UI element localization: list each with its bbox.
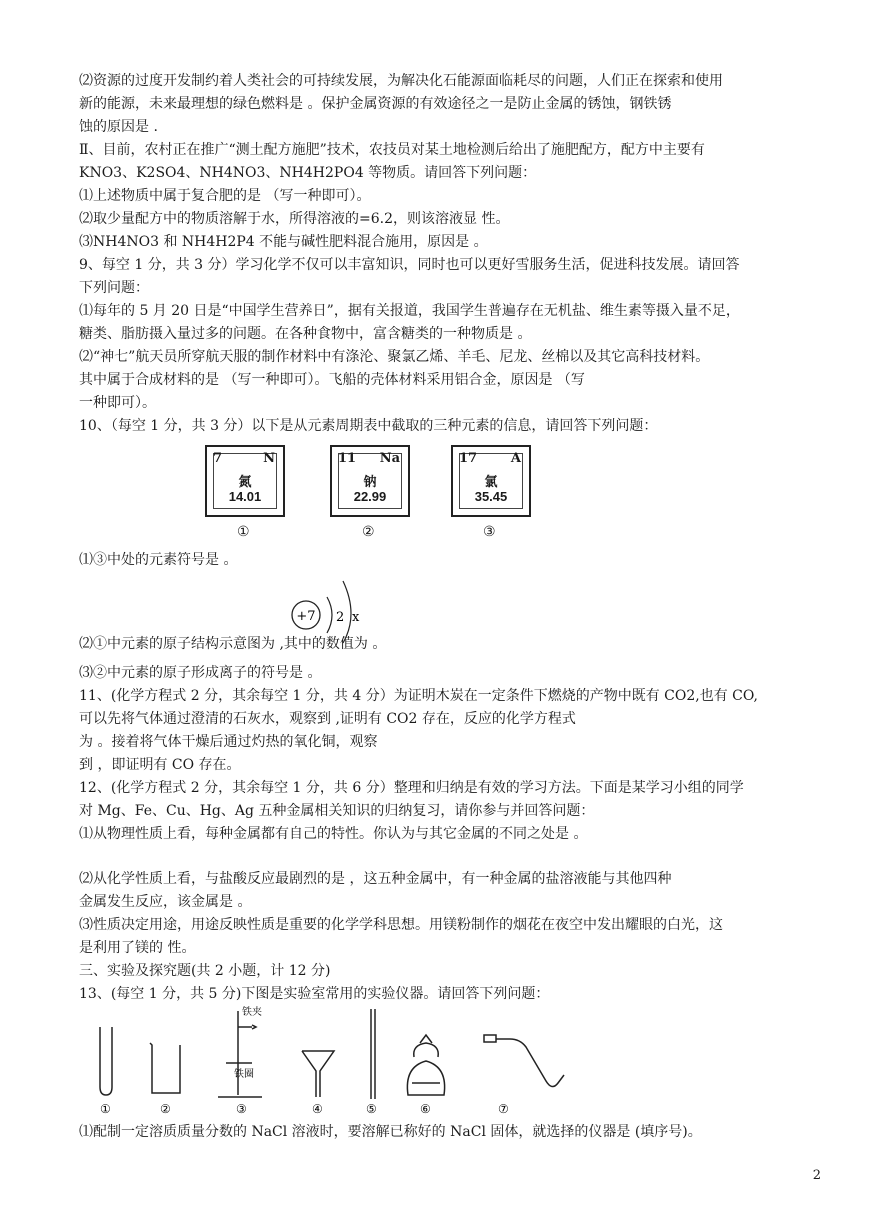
iron-stand-icon [218,1011,262,1097]
apparatus-label: ⑤ [366,1102,377,1115]
element-card-sodium [330,445,410,517]
element-label: ② [362,524,375,540]
text-line: 可以先将气体通过澄清的石灰水，观察到 ,证明有 CO2 存在，反应的化学方程式 [79,711,576,727]
section-heading: 三、实验及探究题(共 2 小题，计 12 分) [79,963,331,979]
element-name: 氮 [238,475,252,490]
atomic-structure-diagram [285,575,375,645]
atomic-mass: 22.99 [353,489,387,504]
glass-rod-icon [371,1009,375,1099]
text-line: ⑶NH4NO3 和 NH4H2P4 不能与碱性肥料混合施用，原因是 。 [79,234,488,250]
text-line: ⑶性质决定用途，用途反映性质是重要的化学学科思想。用镁粉制作的烟花在夜空中发出耀眼的白光，这 [79,917,723,933]
apparatus-label: ④ [312,1102,323,1115]
text-line: ⑴配制一定溶质质量分数的 NaCl 溶液时，要溶解已称好的 NaCl 固体，就选择的仪器是 (填序号)。 [79,1124,702,1140]
atomic-mass: 14.01 [228,489,262,504]
text-line: ⑵从化学性质上看，与盐酸反应最剧烈的是 ，这五种金属中，有一种金属的盐溶液能与其他四种 [79,871,672,887]
iron-ring-label: 铁圈 [234,1069,254,1080]
text-line: Ⅱ、目前，农村正在推广“测土配方施肥”技术，农技员对某土地检测后给出了施肥配方，配方中主要有 [79,142,705,158]
funnel-icon [302,1051,334,1097]
bent-glass-tube-icon [484,1035,564,1087]
iron-clamp-label: 铁夹 [242,1007,262,1018]
text-line: 一种即可）。 [79,395,156,411]
apparatus-label: ⑦ [498,1102,509,1115]
text-line: ⑴每年的 5 月 20 日是“中国学生营养日”，据有关报道，我国学生普遍存在无机盐、维生素等摄入量不足， [79,303,740,319]
element-name: 氯 [484,475,498,490]
text-line: ⑵“神七”航天员所穿航天服的制作材料中有涤沦、聚氯乙烯、羊毛、尼龙、丝棉以及其它高科技材料。 [79,349,710,365]
apparatus-label: ③ [236,1102,247,1115]
question-11: 11、(化学方程式 2 分，其余每空 1 分，共 4 分）为证明木炭在一定条件下燃烧的产物中既有 CO2,也有 CO, [79,688,758,704]
atomic-number: 7 [213,451,223,466]
text-line: 蚀的原因是 . [79,119,158,135]
text-line: 新的能源，未来最理想的绿色燃料是 。保护金属资源的有效途径之一是防止金属的锈蚀，钢铁锈 [79,96,672,112]
element-symbol: Na [379,451,400,466]
text-line: 其中属于合成材料的是 （写一种即可）。飞船的壳体材料采用铝合金，原因是 （写 [79,372,585,388]
element-label: ① [237,524,250,540]
text-line: ⑴上述物质中属于复合肥的是 （写一种即可）。 [79,188,371,204]
lab-apparatus-figure [90,1005,590,1115]
element-label: ③ [483,524,496,540]
beaker-icon [150,1043,180,1093]
question-9: 9、每空 1 分，共 3 分）学习化学不仅可以丰富知识，同时也可以更好雪服务生活，促进科技发展。请回答 [79,257,740,273]
test-tube-icon [100,1027,112,1095]
atomic-number: 17 [459,451,478,466]
text-line: ⑶②中元素的原子形成离子的符号是 。 [79,665,322,681]
element-card-chlorine [451,445,531,517]
atomic-mass: 35.45 [474,489,508,504]
text-line: 为 。接着将气体干燥后通过灼热的氧化铜，观察 [79,734,378,750]
text-line: 对 Mg、Fe、Cu、Hg、Ag 五种金属相关知识的归纳复习，请你参与并回答问题： [79,803,595,819]
element-card-nitrogen [205,445,285,517]
text-line: ⑵取少量配方中的物质溶解于水，所得溶液的=6.2，则该溶液显 性。 [79,211,510,227]
element-symbol: N [263,451,275,466]
text-line: ⑵①中元素的原子结构示意图为 ,其中的数值为 。 [79,636,387,652]
apparatus-label: ① [100,1102,111,1115]
atomic-number: 11 [338,451,357,466]
text-line: ⑴从物理性质上看，每种金属都有自己的特性。你认为与其它金属的不同之处是 。 [79,826,588,842]
apparatus-label: ② [160,1102,171,1115]
text-line: ⑵资源的过度开发制约着人类社会的可持续发展，为解决化石能源面临耗尽的问题，人们正在探索和使用 [79,73,723,89]
text-line: ⑴③中处的元素符号是 。 [79,552,238,568]
alcohol-lamp-icon [407,1035,444,1095]
nucleus-charge: +7 [296,609,316,624]
electron-shell-1 [327,597,332,633]
text-line: 金属发生反应，该金属是 。 [79,894,252,910]
text-line: 下列问题： [79,280,149,296]
apparatus-label: ⑥ [420,1102,431,1115]
shell-1-electrons: 2 [336,610,345,625]
shell-2-electrons: x [352,610,360,625]
text-line: 糖类、脂肪摄入量过多的问题。在各种食物中，富含糖类的一种物质是 。 [79,326,532,342]
text-line: KNO3、K2SO4、NH4NO3、NH4H2PO4 等物质。请回答下列问题： [79,165,537,181]
page-number: 2 [812,1168,821,1183]
text-line: 是利用了镁的 性。 [79,940,196,956]
element-symbol: A [510,451,521,466]
question-13: 13、(每空 1 分，共 5 分)下图是实验室常用的实验仪器。请回答下列问题： [79,986,550,1002]
element-name: 钠 [363,475,377,490]
question-12: 12、(化学方程式 2 分，其余每空 1 分，共 6 分）整理和归纳是有效的学习方法。下面是某学习小组的同学 [79,780,744,796]
question-10: 10、（每空 1 分，共 3 分）以下是从元素周期表中截取的三种元素的信息，请回答下列问题： [79,418,658,434]
text-line: 到 ，即证明有 CO 存在。 [79,757,241,773]
